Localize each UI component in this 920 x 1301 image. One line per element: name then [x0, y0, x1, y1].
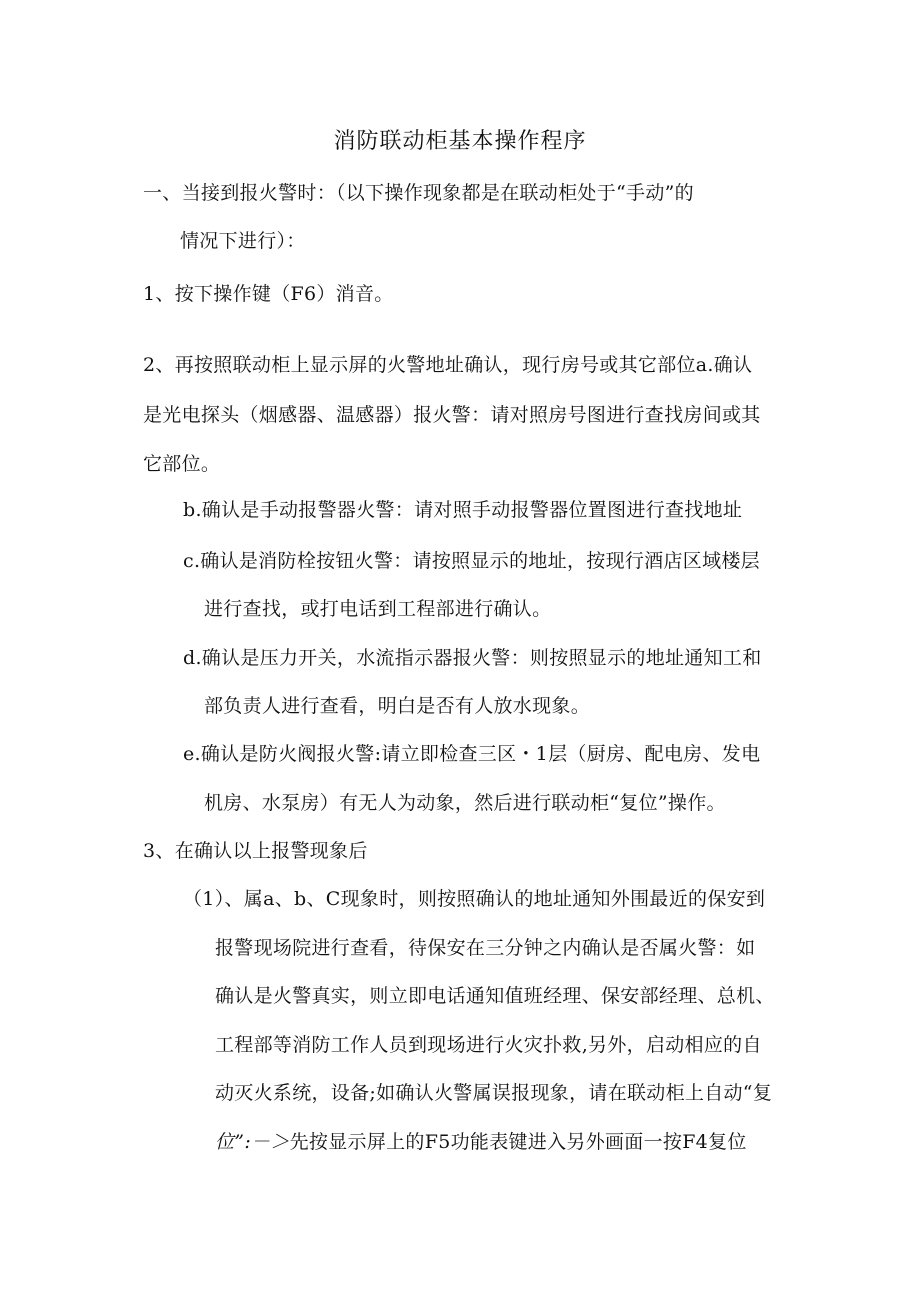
step-2-cont-2: 它部位。 [143, 453, 221, 475]
sub-item-1-cont-2: 确认是火警真实，则立即电话通知值班经理、保安部经理、总机、 [215, 985, 775, 1007]
sub-item-1: （1）、属a、b、C现象时，则按照确认的地址通知外围最近的保安到 [183, 888, 766, 910]
item-e-cont: 机房、水泵房）有无人为动象，然后进行联动柜“复位”操作。 [204, 792, 726, 814]
reset-instruction-text: 先按显示屏上的F5功能表键进入另外画面一按F4复位 [289, 1131, 747, 1153]
item-b: b.确认是手动报警器火警：请对照手动报警器位置图进行查找地址 [183, 499, 743, 521]
item-c-cont: 进行查找，或打电话到工程部进行确认。 [204, 598, 552, 620]
reset-italic-text: 位”:－＞ [215, 1131, 290, 1153]
step-3: 3、在确认以上报警现象后 [143, 840, 368, 862]
section-1-heading: 一、当接到报火警时：（以下操作现象都是在联动柜处于“手动”的 [143, 182, 694, 204]
sub-item-1-cont-3: 工程部等消防工作人员到现场进行火灾扑救,另外，启动相应的自 [215, 1034, 762, 1056]
sub-item-1-cont-5 [215, 1130, 747, 1154]
step-2-cont-1: 是光电探头（烟感器、温感器）报火警：请对照房号图进行查找房间或其 [143, 404, 761, 426]
document-title: 消防联动柜基本操作程序 [333, 129, 587, 154]
section-1-heading-cont: 情况下进行）： [180, 230, 306, 252]
item-d: d.确认是压力开关，水流指示器报火警：则按照显示的地址通知工和 [183, 647, 762, 669]
step-2: 2、再按照联动柜上显示屏的火警地址确认，现行房号或其它部位a.确认 [143, 354, 753, 376]
sub-item-1-cont-4: 动灭火系统，设备;如确认火警属误报现象，请在联动柜上自动“复 [215, 1082, 773, 1104]
item-d-cont: 部负责人进行查看，明白是否有人放水现象。 [204, 695, 591, 717]
step-1: 1、按下操作键（F6）消音。 [143, 283, 394, 305]
item-c: c.确认是消防栓按钮火警：请按照显示的地址，按现行酒店区域楼层 [183, 550, 760, 572]
item-e: e.确认是防火阀报火警:请立即检查三区・1层（厨房、配电房、发电 [183, 743, 761, 765]
sub-item-1-cont-1: 报警现场院进行查看，待保安在三分钟之内确认是否属火警：如 [215, 937, 756, 959]
